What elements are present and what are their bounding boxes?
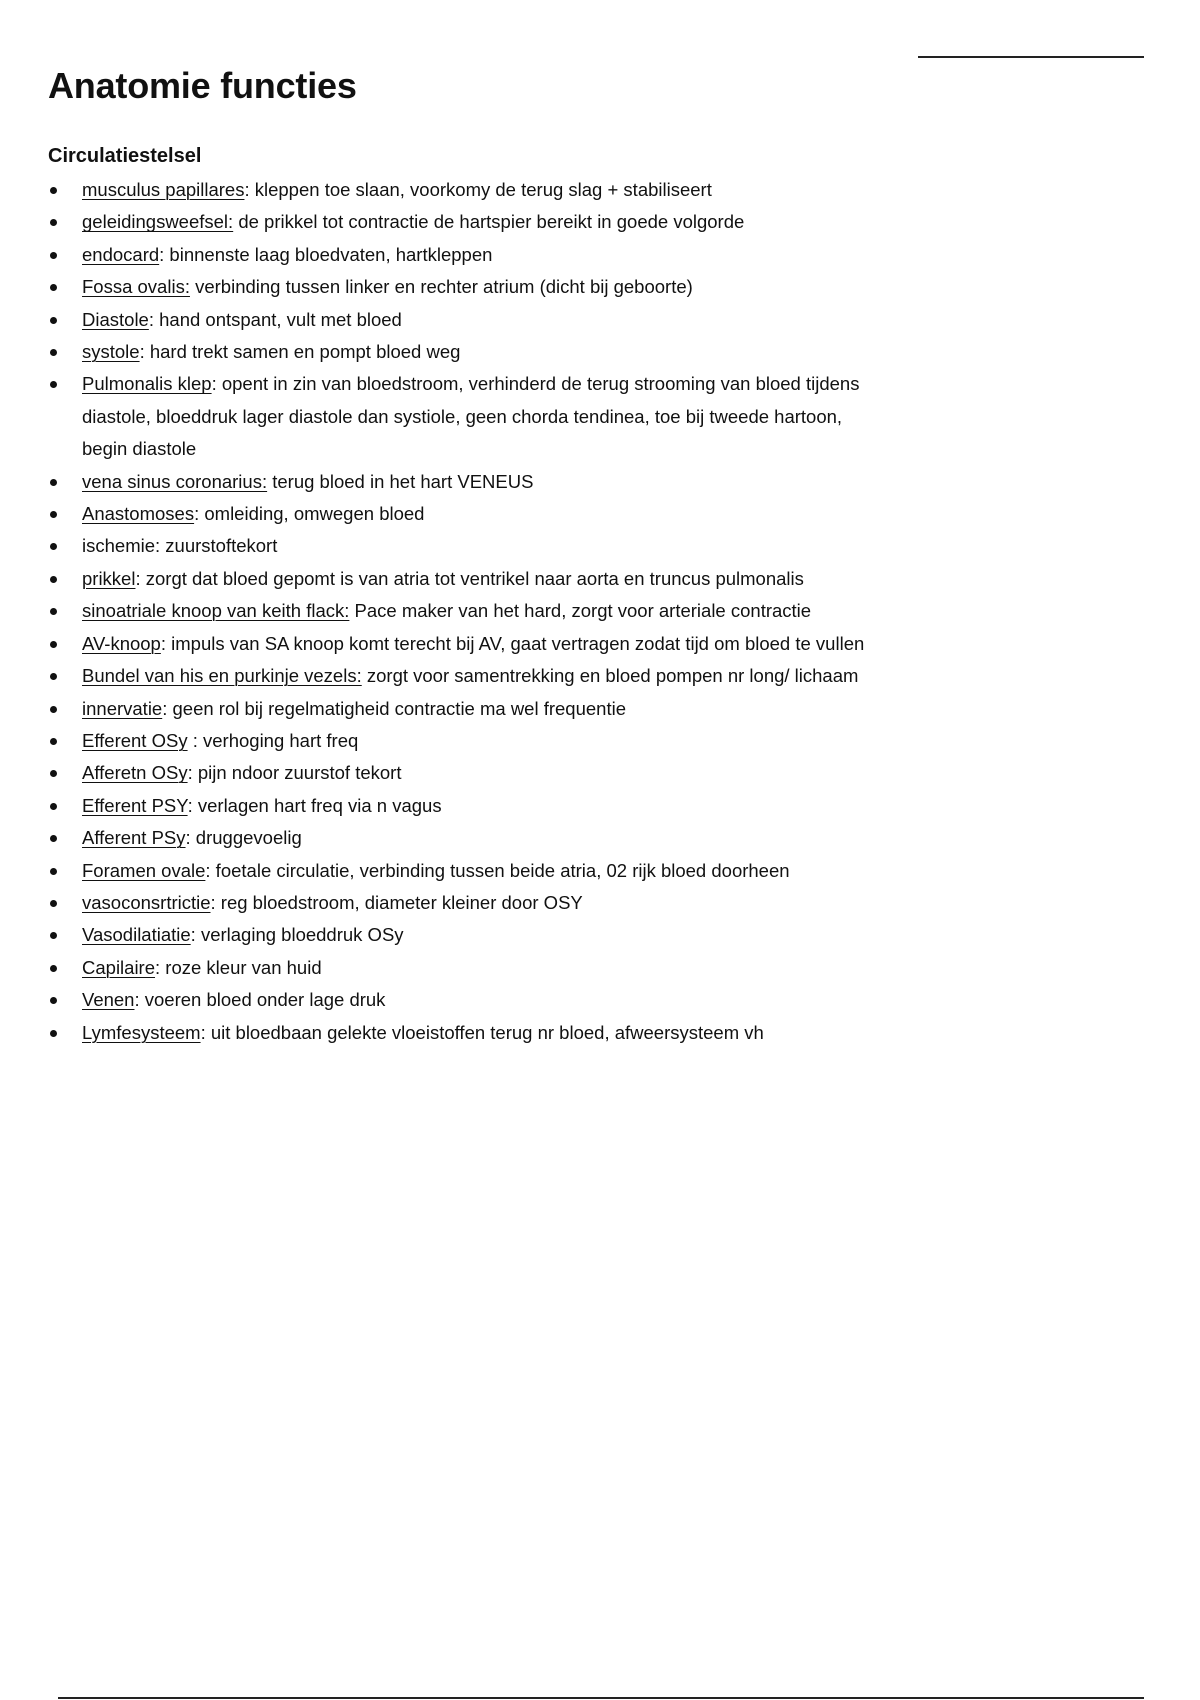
list-item-text: terug bloed in het hart VENEUS — [267, 470, 534, 492]
footer-rule — [58, 1697, 1144, 1699]
list-item — [48, 239, 868, 271]
bullet-icon — [50, 641, 57, 648]
list-item-term: vasoconsrtrictie — [82, 891, 211, 913]
list-item-text: : reg bloedstroom, diameter kleiner door OSY — [210, 891, 583, 913]
list-item-text: Pace maker van het hard, zorgt voor arteriale contractie — [349, 600, 812, 622]
list-item — [48, 368, 868, 465]
list-item — [48, 660, 868, 692]
bullet-icon — [50, 900, 57, 907]
bullet-icon — [50, 608, 57, 615]
list-item — [48, 206, 868, 238]
list-item-term: Efferent OSy — [82, 729, 188, 751]
list-item-term: Venen — [82, 989, 135, 1011]
bullet-icon — [50, 479, 57, 486]
list-item-text: : hard trekt samen en pompt bloed weg — [139, 341, 461, 363]
bullet-icon — [50, 187, 57, 194]
list-item-term: musculus papillares — [82, 179, 245, 200]
list-item — [48, 822, 868, 854]
bullet-icon — [50, 219, 57, 226]
list-item-text: : opent in zin van bloedstroom, verhinderd de terug strooming van bloed tijdens diastole, bloeddruk lager diastole dan systiole, geen chorda tendinea, toe bij tweede hartoon, begin diastole — [82, 373, 860, 460]
bullet-icon — [50, 997, 57, 1004]
list-item-term: Diastole — [82, 308, 149, 330]
bullet-icon — [50, 770, 57, 777]
bullet-icon — [50, 511, 57, 518]
list-item-text: : impuls van SA knoop komt terecht bij AV, gaat vertragen zodat tijd om bloed te vullen — [160, 632, 865, 654]
list-item-term: Foramen ovale — [82, 859, 206, 881]
bullet-icon — [50, 738, 57, 745]
list-item — [48, 336, 868, 368]
list-item-text: ischemie: zuurstoftekort — [82, 535, 278, 557]
bullet-icon — [50, 965, 57, 972]
list-item-text: : binnenste laag bloedvaten, hartkleppen — [159, 243, 493, 265]
header-rule — [918, 56, 1144, 58]
list-item-term: Capilaire — [82, 956, 156, 978]
list-item — [48, 466, 868, 498]
bullet-icon — [50, 349, 57, 356]
list-item-text: : verlaging bloeddruk OSy — [190, 924, 404, 946]
list-item-term: Afferent PSy — [82, 827, 186, 849]
list-item-text: : verlagen hart freq via n vagus — [187, 794, 442, 816]
list-item-text: : uit bloedbaan gelekte vloeistoffen terug nr bloed, afweersysteem vh — [200, 1021, 764, 1043]
list-item-term: AV-knoop — [82, 632, 161, 654]
section-heading: Circulatiestelsel — [48, 145, 202, 167]
list-item-term: prikkel — [82, 567, 136, 589]
list-item-term: Anastomoses — [82, 503, 195, 525]
list-item-term: Lymfesysteem — [82, 1021, 201, 1043]
list-item — [48, 693, 868, 725]
list-item-text: : druggevoelig — [185, 827, 302, 849]
list-item-text: : omleiding, omwegen bloed — [194, 503, 425, 525]
list-item — [48, 919, 868, 951]
notes-list — [48, 174, 868, 1049]
list-item-text: : voeren bloed onder lage druk — [134, 989, 386, 1011]
list-item-text: : roze kleur van huid — [155, 956, 322, 978]
bullet-icon — [50, 1030, 57, 1037]
list-item — [48, 498, 868, 530]
list-item — [48, 952, 868, 984]
list-item-term: vena sinus coronarius: — [82, 470, 268, 492]
list-item-text: : kleppen toe slaan, voorkomy de terug slag + stabiliseert — [244, 179, 712, 200]
bullet-icon — [50, 317, 57, 324]
list-item-text: : pijn ndoor zuurstof tekort — [187, 762, 402, 784]
list-item-text: verbinding tussen linker en rechter atrium (dicht bij geboorte) — [189, 276, 693, 298]
list-item-text: de prikkel tot contractie de hartspier bereikt in goede volgorde — [233, 211, 745, 233]
bullet-icon — [50, 252, 57, 259]
list-item-term: Afferetn OSy — [82, 762, 188, 784]
list-item — [48, 1017, 868, 1049]
list-item-term: geleidingsweefsel: — [82, 211, 234, 233]
list-item-text: : verhoging hart freq — [187, 729, 359, 751]
list-item-term: Vasodilatiatie — [82, 924, 191, 946]
list-item-text: : hand ontspant, vult met bloed — [148, 308, 402, 330]
list-item — [48, 984, 868, 1016]
list-item-term: innervatie — [82, 697, 163, 719]
list-item-text: : zorgt dat bloed gepomt is van atria tot ventrikel naar aorta en truncus pulmonalis — [135, 567, 804, 589]
bullet-icon — [50, 803, 57, 810]
list-item — [48, 174, 868, 206]
list-item-text: : geen rol bij regelmatigheid contractie ma wel frequentie — [162, 697, 627, 719]
list-item — [48, 790, 868, 822]
bullet-icon — [50, 932, 57, 939]
list-item — [48, 530, 868, 562]
list-item — [48, 628, 868, 660]
page-title: Anatomie functies — [48, 65, 357, 106]
list-item-term: endocard — [82, 243, 160, 265]
list-item — [48, 887, 868, 919]
list-item — [48, 725, 868, 757]
list-item — [48, 855, 868, 887]
list-item-term: Pulmonalis klep — [82, 373, 212, 395]
list-item-term: Bundel van his en purkinje vezels: — [82, 665, 362, 687]
bullet-icon — [50, 673, 57, 680]
list-item — [48, 271, 868, 303]
bullet-icon — [50, 835, 57, 842]
list-item-term: Efferent PSY — [82, 794, 188, 816]
bullet-icon — [50, 576, 57, 583]
bullet-icon — [50, 543, 57, 550]
bullet-icon — [50, 706, 57, 713]
list-item — [48, 563, 868, 595]
list-item — [48, 304, 868, 336]
bullet-icon — [50, 381, 57, 388]
bullet-icon — [50, 868, 57, 875]
bullet-icon — [50, 284, 57, 291]
list-item-term: systole — [82, 341, 140, 363]
list-item-text: : foetale circulatie, verbinding tussen beide atria, 02 rijk bloed doorheen — [205, 859, 790, 881]
list-item-term: sinoatriale knoop van keith flack: — [82, 600, 350, 622]
list-item-text: zorgt voor samentrekking en bloed pompen nr long/ lichaam — [361, 665, 859, 687]
list-item-term: Fossa ovalis: — [82, 276, 190, 298]
list-item — [48, 757, 868, 789]
list-item — [48, 595, 868, 627]
